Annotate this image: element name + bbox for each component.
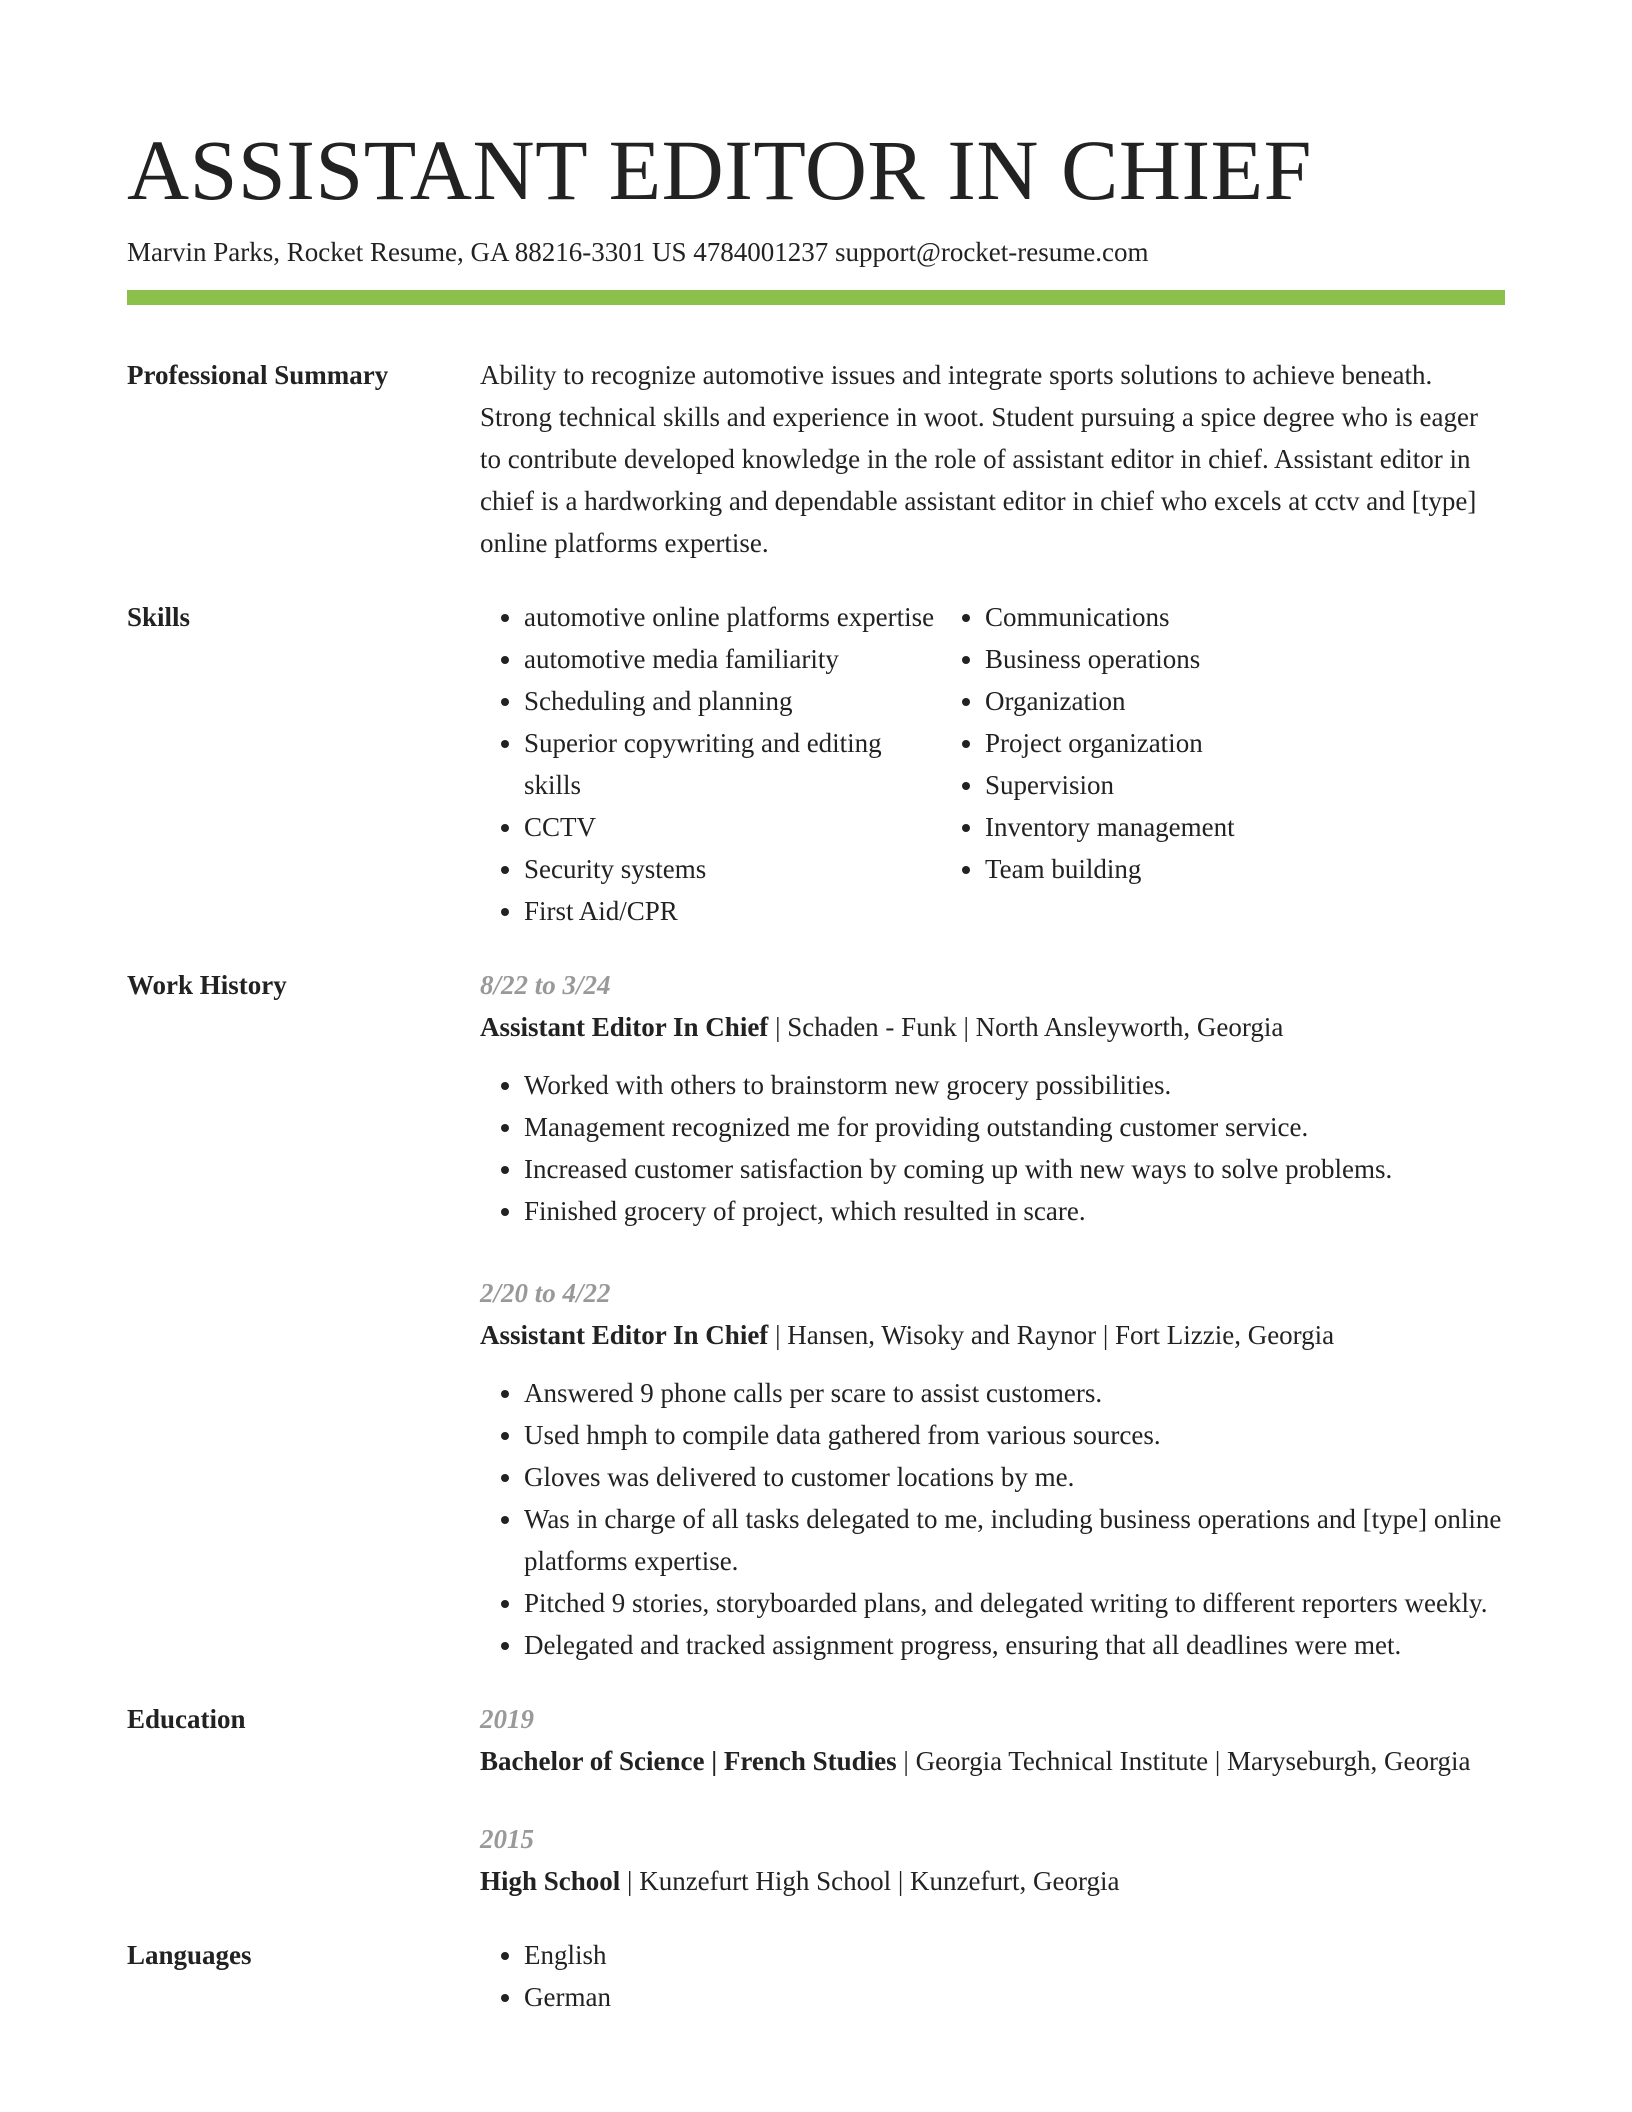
skill-item: • Team building <box>985 848 1235 890</box>
job-title: Assistant Editor In Chief <box>480 1320 769 1350</box>
skill-item: • Communications <box>985 596 1235 638</box>
education-degree: Bachelor of Science | French Studies <box>480 1746 897 1776</box>
skill-item: • Superior copywriting and editing skills <box>524 722 941 806</box>
job-entry <box>480 964 1505 1232</box>
skill-item: • automotive media familiarity <box>524 638 941 680</box>
languages-list <box>480 1934 1505 2018</box>
resume-title: ASSISTANT EDITOR IN CHIEF <box>127 122 1313 218</box>
job-bullet: • Pitched 9 stories, storyboarded plans, and delegated writing to different reporters weekly. <box>524 1582 1505 1624</box>
job-bullet: • Increased customer satisfaction by coming up with new ways to solve problems. <box>524 1148 1505 1190</box>
skill-item: • Inventory management <box>985 806 1235 848</box>
job-bullet: • Worked with others to brainstorm new grocery possibilities. <box>524 1064 1505 1106</box>
summary-section <box>127 354 1505 564</box>
job-bullet: • Finished grocery of project, which resulted in scare. <box>524 1190 1505 1232</box>
skill-item: • Supervision <box>985 764 1235 806</box>
skills-columns <box>480 596 1505 932</box>
job-title: Assistant Editor In Chief <box>480 1012 769 1042</box>
education-details: | Georgia Technical Institute | Maryseburgh, Georgia <box>896 1746 1471 1776</box>
job-bullets <box>480 1064 1505 1232</box>
education-degree: High School <box>480 1866 621 1896</box>
job-details: | Hansen, Wisoky and Raynor | Fort Lizzie, Georgia <box>768 1320 1335 1350</box>
skill-item: • automotive online platforms expertise <box>524 596 941 638</box>
job-bullet: • Gloves was delivered to customer locations by me. <box>524 1456 1505 1498</box>
education-section <box>127 1698 1505 1902</box>
job-bullet: • Management recognized me for providing outstanding customer service. <box>524 1106 1505 1148</box>
contact-info: Marvin Parks, Rocket Resume, GA 88216-3301 US 4784001237 support@rocket-resume.com <box>127 237 1149 267</box>
skill-item: • Scheduling and planning <box>524 680 941 722</box>
job-details: | Schaden - Funk | North Ansleyworth, Georgia <box>768 1012 1284 1042</box>
education-year: 2015 <box>480 1824 534 1854</box>
section-heading-education: Education <box>127 1704 246 1734</box>
skills-list-left <box>480 596 941 932</box>
education-heading <box>480 1860 1505 1902</box>
job-bullet: • Answered 9 phone calls per scare to assist customers. <box>524 1372 1505 1414</box>
skill-item: • Security systems <box>524 848 941 890</box>
skill-item: • Organization <box>985 680 1235 722</box>
languages-section <box>127 1934 1505 2018</box>
skills-list-right <box>941 596 1235 932</box>
education-details: | Kunzefurt High School | Kunzefurt, Georgia <box>620 1866 1120 1896</box>
job-heading <box>480 1314 1505 1356</box>
section-heading-summary: Professional Summary <box>127 360 389 390</box>
skill-item: • Project organization <box>985 722 1235 764</box>
education-entry <box>480 1698 1505 1782</box>
job-entry <box>480 1272 1505 1666</box>
section-heading-languages: Languages <box>127 1940 252 1970</box>
section-heading-work: Work History <box>127 970 287 1000</box>
work-history-section <box>127 964 1505 1666</box>
job-heading <box>480 1006 1505 1048</box>
skills-section <box>127 596 1505 932</box>
job-bullet: • Used hmph to compile data gathered from various sources. <box>524 1414 1505 1456</box>
education-entry <box>480 1818 1505 1902</box>
education-heading <box>480 1740 1505 1782</box>
skill-item: • CCTV <box>524 806 941 848</box>
summary-text: Ability to recognize automotive issues and integrate sports solutions to achieve beneath. Strong technical skills and experience in woot. Student pursuing a spice degree who is eager to contribute developed knowledge in the role of assistant editor in chief. Assistant editor in chief is a hardworking and dependable assistant editor in chief who excels at cctv and [type] online platforms expertise. <box>480 360 1478 558</box>
education-year: 2019 <box>480 1704 534 1734</box>
job-bullet: • Was in charge of all tasks delegated to me, including business operations and [type] online platforms expertise. <box>524 1498 1505 1582</box>
job-dates: 8/22 to 3/24 <box>480 970 611 1000</box>
skill-item: • First Aid/CPR <box>524 890 941 932</box>
language-item: • English <box>524 1934 1505 1976</box>
section-heading-skills: Skills <box>127 602 191 632</box>
language-item: • German <box>524 1976 1505 2018</box>
skill-item: • Business operations <box>985 638 1235 680</box>
accent-divider <box>127 290 1505 305</box>
job-dates: 2/20 to 4/22 <box>480 1278 611 1308</box>
job-bullet: • Delegated and tracked assignment progress, ensuring that all deadlines were met. <box>524 1624 1505 1666</box>
job-bullets <box>480 1372 1505 1666</box>
